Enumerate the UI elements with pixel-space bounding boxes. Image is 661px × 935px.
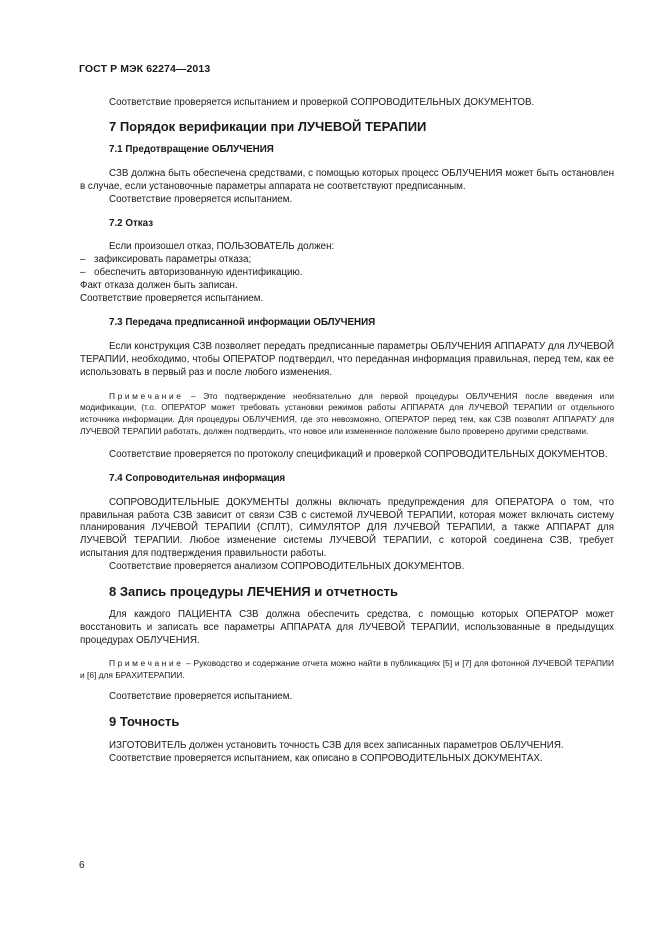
note-text: – Это подтверждение необязательно для первой процедуры ОБЛУЧЕНИЯ после введения или модификации, (т.о. ОПЕРАТОР может требовать установки режимов работы АППАРАТА для ЛУЧЕВОЙ ТЕРАПИИ от отдельного источника информации. Для процедуры ОБЛУЧЕНИЯ, где это невозможно, ОПЕРАТОР перед тем, как СЗВ позволят АППАРАТУ для ЛУЧЕВОЙ ТЕРАПИИ работать, должен подтвердить, что новое или измененное положение было проверено другими средствами. <box>80 390 615 436</box>
paragraph: Соответствие проверяется испытанием. <box>80 293 264 305</box>
paragraph: Соответствие проверяется анализом СОПРОВОДИТЕЛЬНЫХ ДОКУМЕНТОВ. <box>109 561 465 573</box>
paragraph: Если произошел отказ, ПОЛЬЗОВАТЕЛЬ должен: <box>109 241 335 253</box>
section-8-title: 8 Запись процедуры ЛЕЧЕНИЯ и отчетность <box>109 584 399 600</box>
paragraph: Соответствие проверяется испытанием. <box>109 193 293 205</box>
section-7-2-title: 7.2 Отказ <box>109 217 154 229</box>
section-7-3-title: 7.3 Передача предписанной информации ОБЛУЧЕНИЯ <box>109 316 376 328</box>
page-number: 6 <box>79 860 85 871</box>
note-label: Примечание <box>109 390 184 401</box>
list-item <box>80 267 614 280</box>
note <box>80 658 614 682</box>
note <box>80 391 614 438</box>
paragraph: Соответствие проверяется испытанием. <box>109 691 293 703</box>
paragraph: СЗВ должна быть обеспечена средствами, с помощью которых процесс ОБЛУЧЕНИЯ может быть остановлен в случае, если установочные параметры аппарата не соответствуют предписанным. <box>80 167 614 192</box>
section-7-title: 7 Порядок верификации при ЛУЧЕВОЙ ТЕРАПИИ <box>109 118 427 134</box>
note-text: – Руководство и содержание отчета можно найти в публикациях [5] и [7] для фотонной ЛУЧЕВОЙ ТЕРАПИИ и [6] для БРАХИТЕРАПИИ. <box>80 657 614 680</box>
note-label: Примечание <box>109 657 184 668</box>
paragraph: СОПРОВОДИТЕЛЬНЫЕ ДОКУМЕНТЫ должны включать предупреждения для ОПЕРАТОРА о том, что правильная работа СЗВ зависит от связи СЗВ с системой ЛУЧЕВОЙ ТЕРАПИИ, которая может включать систему планирования ЛУЧЕВОЙ ТЕРАПИИ (СПЛТ), СИМУЛЯТОР ДЛЯ ЛУЧЕВОЙ ТЕРАПИИ, а также АППАРАТ для ЛУЧЕВОЙ ТЕРАПИИ. Любое изменение системы ЛУЧЕВОЙ ТЕРАПИИ, с которой соединена СЗВ, требует испытания для подтверждения правильности работы. <box>80 496 614 560</box>
list-dash: – <box>80 267 86 279</box>
paragraph: Соответствие проверяется по протоколу спецификаций и проверкой СОПРОВОДИТЕЛЬНЫХ ДОКУМЕНТОВ. <box>109 448 608 460</box>
paragraph: Если конструкция СЗВ позволяет передать предписанные параметры ОБЛУЧЕНИЯ АППАРАТУ для ЛУЧЕВОЙ ТЕРАПИИ, необходимо, чтобы ОПЕРАТОР подтвердил, что переданная информация правильная, перед тем, как ее использовать в первый раз и после любого изменения. <box>80 340 614 378</box>
section-7-4-title: 7.4 Сопроводительная информация <box>109 472 286 484</box>
paragraph: Для каждого ПАЦИЕНТА СЗВ должна обеспечить средства, с помощью которых ОПЕРАТОР может восстановить и записать все параметры АППАРАТА для ЛУЧЕВОЙ ТЕРАПИИ, использованные в предыдущих процедурах ОБЛУЧЕНИЯ. <box>80 609 614 646</box>
section-7-1-title: 7.1 Предотвращение ОБЛУЧЕНИЯ <box>109 143 274 155</box>
list-item-text: зафиксировать параметры отказа; <box>94 254 252 266</box>
document-header: ГОСТ Р МЭК 62274—2013 <box>79 63 211 75</box>
paragraph: Соответствие проверяется испытанием, как описано в СОПРОВОДИТЕЛЬНЫХ ДОКУМЕНТАХ. <box>109 753 543 765</box>
list-dash: – <box>80 254 86 266</box>
page-content <box>80 97 614 766</box>
list-item-text: обеспечить авторизованную идентификацию. <box>94 267 303 279</box>
list-item <box>80 254 614 267</box>
section-9-title: 9 Точность <box>109 714 180 730</box>
paragraph: Соответствие проверяется испытанием и проверкой СОПРОВОДИТЕЛЬНЫХ ДОКУМЕНТОВ. <box>109 97 535 108</box>
paragraph: ИЗГОТОВИТЕЛЬ должен установить точность СЗВ для всех записанных параметров ОБЛУЧЕНИЯ. <box>109 740 564 752</box>
paragraph: Факт отказа должен быть записан. <box>80 280 238 292</box>
